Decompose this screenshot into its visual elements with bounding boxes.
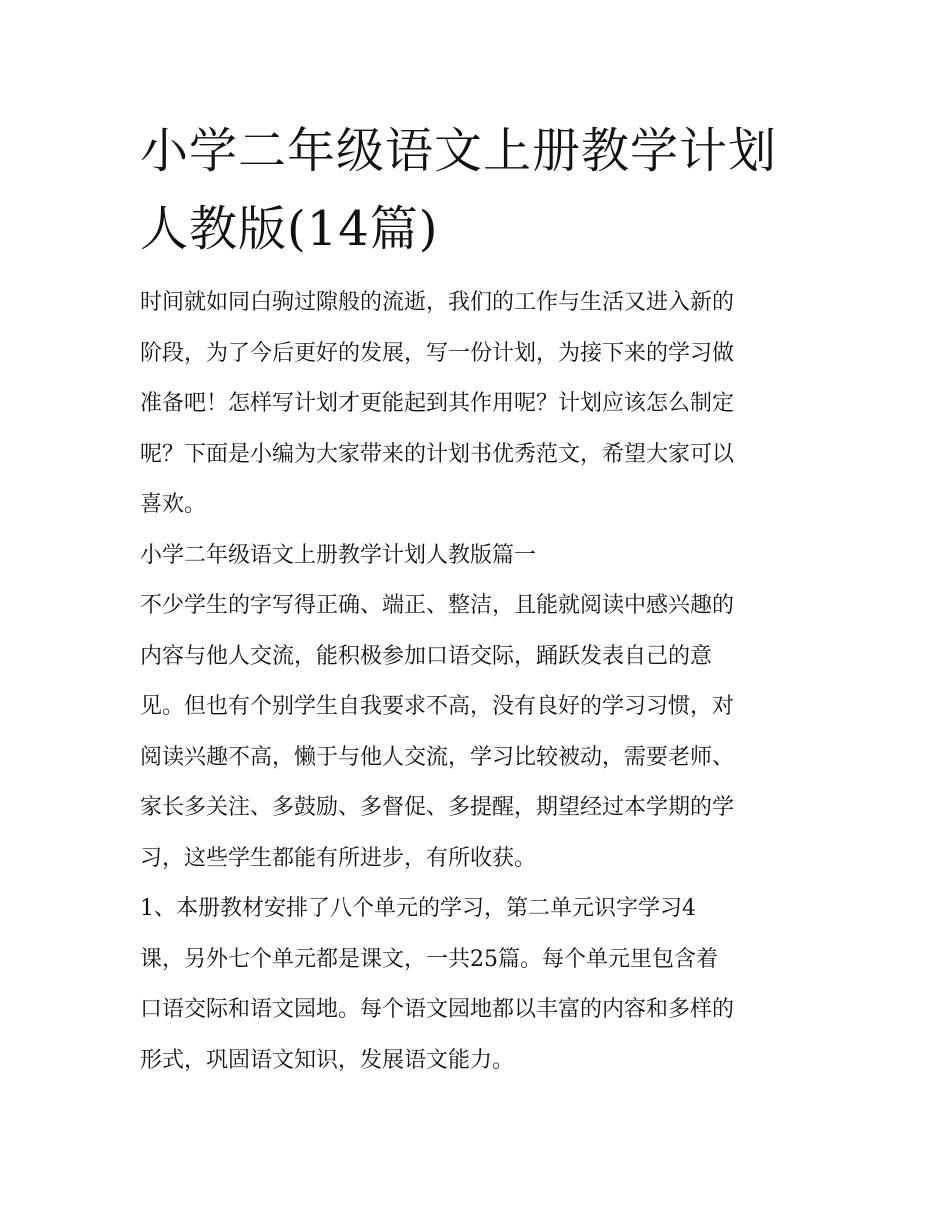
item-line: 1、本册教材安排了八个单元的学习，第二单元识字学习4 — [140, 896, 696, 921]
title-line: 人教版(14篇) — [140, 201, 439, 257]
section-line: 见。但也有个别学生自我要求不高，没有良好的学习习惯，对 — [140, 694, 735, 719]
intro-line: 喜欢。 — [140, 492, 207, 517]
section-paragraph — [140, 581, 820, 884]
section-line: 阅读兴趣不高，懒于与他人交流，学习比较被动，需要老师、 — [140, 744, 735, 770]
section-line: 家长多关注、多鼓励、多督促、多提醒，期望经过本学期的学 — [140, 795, 735, 820]
document-title — [140, 112, 820, 268]
item-line: 课，另外七个单元都是课文，一共25篇。每个单元里包含着 — [140, 946, 718, 972]
document-page — [140, 112, 820, 1086]
item-line: 口语交际和语文园地。每个语文园地都以丰富的内容和多样的 — [140, 997, 735, 1022]
intro-line: 时间就如同白驹过隙般的流逝，我们的工作与生活又进入新的 — [140, 290, 735, 315]
section-line: 习，这些学生都能有所进步，有所收获。 — [140, 845, 537, 871]
item-line: 形式，巩固语文知识，发展语文能力。 — [140, 1047, 515, 1073]
numbered-item-1 — [140, 884, 820, 1086]
intro-paragraph — [140, 278, 820, 531]
section-line: 内容与他人交流，能积极参加口语交际，踊跃发表自己的意 — [140, 643, 713, 669]
intro-line: 阶段，为了今后更好的发展，写一份计划，为接下来的学习做 — [140, 340, 735, 366]
section-line: 不少学生的字写得正确、端正、整洁，且能就阅读中感兴趣的 — [140, 593, 735, 618]
intro-line: 准备吧！怎样写计划才更能起到其作用呢？计划应该怎么制定 — [140, 391, 735, 416]
intro-line: 呢？下面是小编为大家带来的计划书优秀范文，希望大家可以 — [140, 441, 735, 467]
title-line: 小学二年级语文上册教学计划 — [140, 123, 778, 179]
section-heading: 小学二年级语文上册教学计划人教版篇一 — [140, 542, 537, 568]
